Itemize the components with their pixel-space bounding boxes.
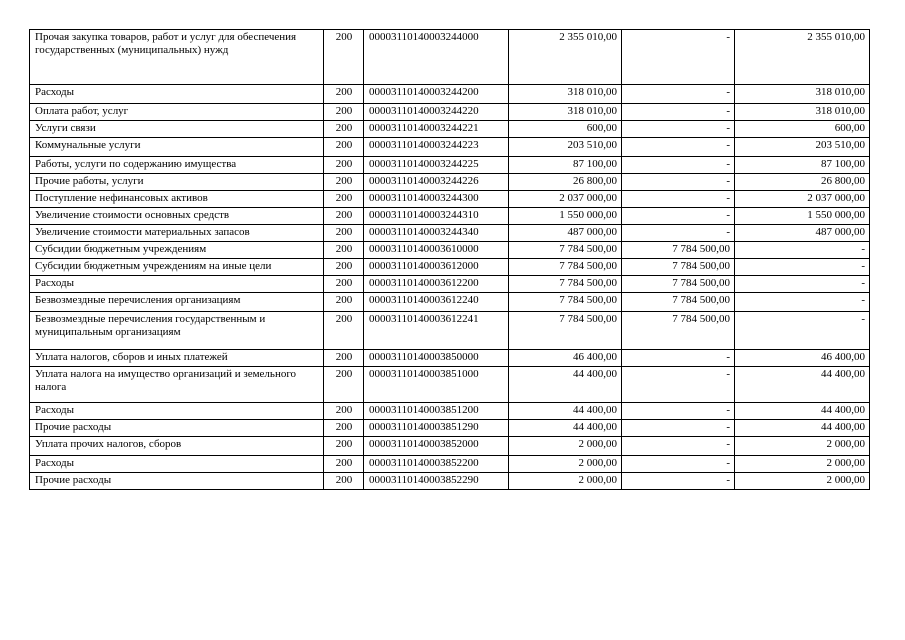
row-name-cell: Уплата налогов, сборов и иных платежей <box>30 350 324 367</box>
row-approved-cell: 2 000,00 <box>509 473 622 490</box>
row-remaining-cell: 26 800,00 <box>735 174 870 191</box>
row-approved-cell: 203 510,00 <box>509 138 622 157</box>
row-code-cell: 200 <box>324 276 364 293</box>
row-remaining-cell: - <box>735 276 870 293</box>
table-row <box>30 104 870 121</box>
row-executed-cell: - <box>622 85 735 104</box>
row-code-cell: 200 <box>324 403 364 420</box>
row-executed-cell: 7 784 500,00 <box>622 259 735 276</box>
row-code-cell: 200 <box>324 174 364 191</box>
row-executed-cell: - <box>622 208 735 225</box>
row-approved-cell: 2 355 010,00 <box>509 30 622 85</box>
row-kbk-cell: 00003110140003612240 <box>364 293 509 312</box>
row-kbk-cell: 00003110140003244300 <box>364 191 509 208</box>
row-code-cell: 200 <box>324 138 364 157</box>
row-name-cell: Прочие работы, услуги <box>30 174 324 191</box>
row-kbk-cell: 00003110140003852000 <box>364 437 509 456</box>
table-row <box>30 208 870 225</box>
table-row <box>30 30 870 85</box>
row-name-cell: Услуги связи <box>30 121 324 138</box>
row-name-cell: Прочие расходы <box>30 473 324 490</box>
row-approved-cell: 1 550 000,00 <box>509 208 622 225</box>
table-row <box>30 242 870 259</box>
row-kbk-cell: 00003110140003850000 <box>364 350 509 367</box>
row-executed-cell: - <box>622 456 735 473</box>
row-name-cell: Расходы <box>30 403 324 420</box>
row-name-cell: Расходы <box>30 276 324 293</box>
row-executed-cell: - <box>622 367 735 403</box>
row-name-cell: Безвозмездные перечисления государственным и муниципальным организациям <box>30 312 324 350</box>
row-code-cell: 200 <box>324 367 364 403</box>
row-approved-cell: 600,00 <box>509 121 622 138</box>
table-row <box>30 85 870 104</box>
row-kbk-cell: 00003110140003852290 <box>364 473 509 490</box>
row-executed-cell: 7 784 500,00 <box>622 242 735 259</box>
table-row <box>30 276 870 293</box>
table-row <box>30 225 870 242</box>
row-remaining-cell: 2 000,00 <box>735 437 870 456</box>
row-approved-cell: 26 800,00 <box>509 174 622 191</box>
table-row <box>30 293 870 312</box>
row-name-cell: Безвозмездные перечисления организациям <box>30 293 324 312</box>
row-remaining-cell: 318 010,00 <box>735 104 870 121</box>
row-code-cell: 200 <box>324 293 364 312</box>
budget-execution-table <box>29 29 870 490</box>
row-name-cell: Прочие расходы <box>30 420 324 437</box>
row-kbk-cell: 00003110140003612241 <box>364 312 509 350</box>
row-kbk-cell: 00003110140003244221 <box>364 121 509 138</box>
row-executed-cell: - <box>622 138 735 157</box>
row-approved-cell: 7 784 500,00 <box>509 259 622 276</box>
table-row <box>30 191 870 208</box>
row-remaining-cell: - <box>735 242 870 259</box>
table-row <box>30 259 870 276</box>
row-executed-cell: - <box>622 30 735 85</box>
row-name-cell: Поступление нефинансовых активов <box>30 191 324 208</box>
row-name-cell: Расходы <box>30 456 324 473</box>
row-executed-cell: - <box>622 403 735 420</box>
row-kbk-cell: 00003110140003244223 <box>364 138 509 157</box>
row-kbk-cell: 00003110140003244000 <box>364 30 509 85</box>
row-kbk-cell: 00003110140003851000 <box>364 367 509 403</box>
row-approved-cell: 7 784 500,00 <box>509 242 622 259</box>
row-code-cell: 200 <box>324 157 364 174</box>
row-code-cell: 200 <box>324 437 364 456</box>
row-approved-cell: 44 400,00 <box>509 367 622 403</box>
row-executed-cell: - <box>622 420 735 437</box>
row-approved-cell: 7 784 500,00 <box>509 276 622 293</box>
row-remaining-cell: 318 010,00 <box>735 85 870 104</box>
row-kbk-cell: 00003110140003244310 <box>364 208 509 225</box>
row-code-cell: 200 <box>324 259 364 276</box>
row-kbk-cell: 00003110140003851200 <box>364 403 509 420</box>
row-kbk-cell: 00003110140003244200 <box>364 85 509 104</box>
row-kbk-cell: 00003110140003244340 <box>364 225 509 242</box>
row-code-cell: 200 <box>324 85 364 104</box>
row-code-cell: 200 <box>324 191 364 208</box>
row-kbk-cell: 00003110140003244226 <box>364 174 509 191</box>
row-kbk-cell: 00003110140003244225 <box>364 157 509 174</box>
row-executed-cell: - <box>622 104 735 121</box>
row-executed-cell: - <box>622 157 735 174</box>
row-approved-cell: 487 000,00 <box>509 225 622 242</box>
row-kbk-cell: 00003110140003612200 <box>364 276 509 293</box>
row-name-cell: Уплата налога на имущество организаций и земельного налога <box>30 367 324 403</box>
row-approved-cell: 2 037 000,00 <box>509 191 622 208</box>
row-name-cell: Расходы <box>30 85 324 104</box>
row-kbk-cell: 00003110140003851290 <box>364 420 509 437</box>
row-kbk-cell: 00003110140003610000 <box>364 242 509 259</box>
row-executed-cell: - <box>622 473 735 490</box>
row-name-cell: Субсидии бюджетным учреждениям <box>30 242 324 259</box>
row-name-cell: Увеличение стоимости материальных запасов <box>30 225 324 242</box>
row-executed-cell: - <box>622 350 735 367</box>
table-row <box>30 367 870 403</box>
row-code-cell: 200 <box>324 208 364 225</box>
row-remaining-cell: 203 510,00 <box>735 138 870 157</box>
table-row <box>30 403 870 420</box>
row-approved-cell: 318 010,00 <box>509 104 622 121</box>
row-kbk-cell: 00003110140003612000 <box>364 259 509 276</box>
table-row <box>30 456 870 473</box>
row-executed-cell: 7 784 500,00 <box>622 276 735 293</box>
row-approved-cell: 318 010,00 <box>509 85 622 104</box>
row-approved-cell: 2 000,00 <box>509 456 622 473</box>
row-remaining-cell: 2 355 010,00 <box>735 30 870 85</box>
row-kbk-cell: 00003110140003244220 <box>364 104 509 121</box>
row-remaining-cell: 44 400,00 <box>735 403 870 420</box>
row-remaining-cell: 2 000,00 <box>735 473 870 490</box>
row-executed-cell: - <box>622 174 735 191</box>
row-name-cell: Увеличение стоимости основных средств <box>30 208 324 225</box>
row-executed-cell: - <box>622 437 735 456</box>
row-approved-cell: 44 400,00 <box>509 420 622 437</box>
table-row <box>30 121 870 138</box>
table-row <box>30 420 870 437</box>
row-executed-cell: 7 784 500,00 <box>622 293 735 312</box>
table-row <box>30 174 870 191</box>
row-remaining-cell: 44 400,00 <box>735 420 870 437</box>
row-remaining-cell: - <box>735 312 870 350</box>
table-row <box>30 312 870 350</box>
row-code-cell: 200 <box>324 121 364 138</box>
row-code-cell: 200 <box>324 104 364 121</box>
row-remaining-cell: 87 100,00 <box>735 157 870 174</box>
row-name-cell: Работы, услуги по содержанию имущества <box>30 157 324 174</box>
row-approved-cell: 46 400,00 <box>509 350 622 367</box>
row-remaining-cell: 44 400,00 <box>735 367 870 403</box>
row-code-cell: 200 <box>324 242 364 259</box>
row-remaining-cell: 1 550 000,00 <box>735 208 870 225</box>
row-code-cell: 200 <box>324 420 364 437</box>
row-name-cell: Уплата прочих налогов, сборов <box>30 437 324 456</box>
row-remaining-cell: - <box>735 293 870 312</box>
row-name-cell: Коммунальные услуги <box>30 138 324 157</box>
table-row <box>30 473 870 490</box>
row-remaining-cell: 600,00 <box>735 121 870 138</box>
row-executed-cell: - <box>622 121 735 138</box>
row-approved-cell: 44 400,00 <box>509 403 622 420</box>
table-row <box>30 437 870 456</box>
row-approved-cell: 7 784 500,00 <box>509 312 622 350</box>
row-remaining-cell: - <box>735 259 870 276</box>
table-body <box>30 30 870 490</box>
row-code-cell: 200 <box>324 350 364 367</box>
row-code-cell: 200 <box>324 225 364 242</box>
row-code-cell: 200 <box>324 312 364 350</box>
row-remaining-cell: 46 400,00 <box>735 350 870 367</box>
table-row <box>30 350 870 367</box>
row-approved-cell: 7 784 500,00 <box>509 293 622 312</box>
row-code-cell: 200 <box>324 456 364 473</box>
table-row <box>30 138 870 157</box>
row-kbk-cell: 00003110140003852200 <box>364 456 509 473</box>
row-remaining-cell: 487 000,00 <box>735 225 870 242</box>
row-code-cell: 200 <box>324 30 364 85</box>
table-row <box>30 157 870 174</box>
row-name-cell: Субсидии бюджетным учреждениям на иные цели <box>30 259 324 276</box>
row-code-cell: 200 <box>324 473 364 490</box>
row-executed-cell: 7 784 500,00 <box>622 312 735 350</box>
row-executed-cell: - <box>622 191 735 208</box>
row-approved-cell: 87 100,00 <box>509 157 622 174</box>
row-executed-cell: - <box>622 225 735 242</box>
row-name-cell: Прочая закупка товаров, работ и услуг для обеспечения государственных (муниципальных) нужд <box>30 30 324 85</box>
row-remaining-cell: 2 000,00 <box>735 456 870 473</box>
row-remaining-cell: 2 037 000,00 <box>735 191 870 208</box>
row-name-cell: Оплата работ, услуг <box>30 104 324 121</box>
row-approved-cell: 2 000,00 <box>509 437 622 456</box>
